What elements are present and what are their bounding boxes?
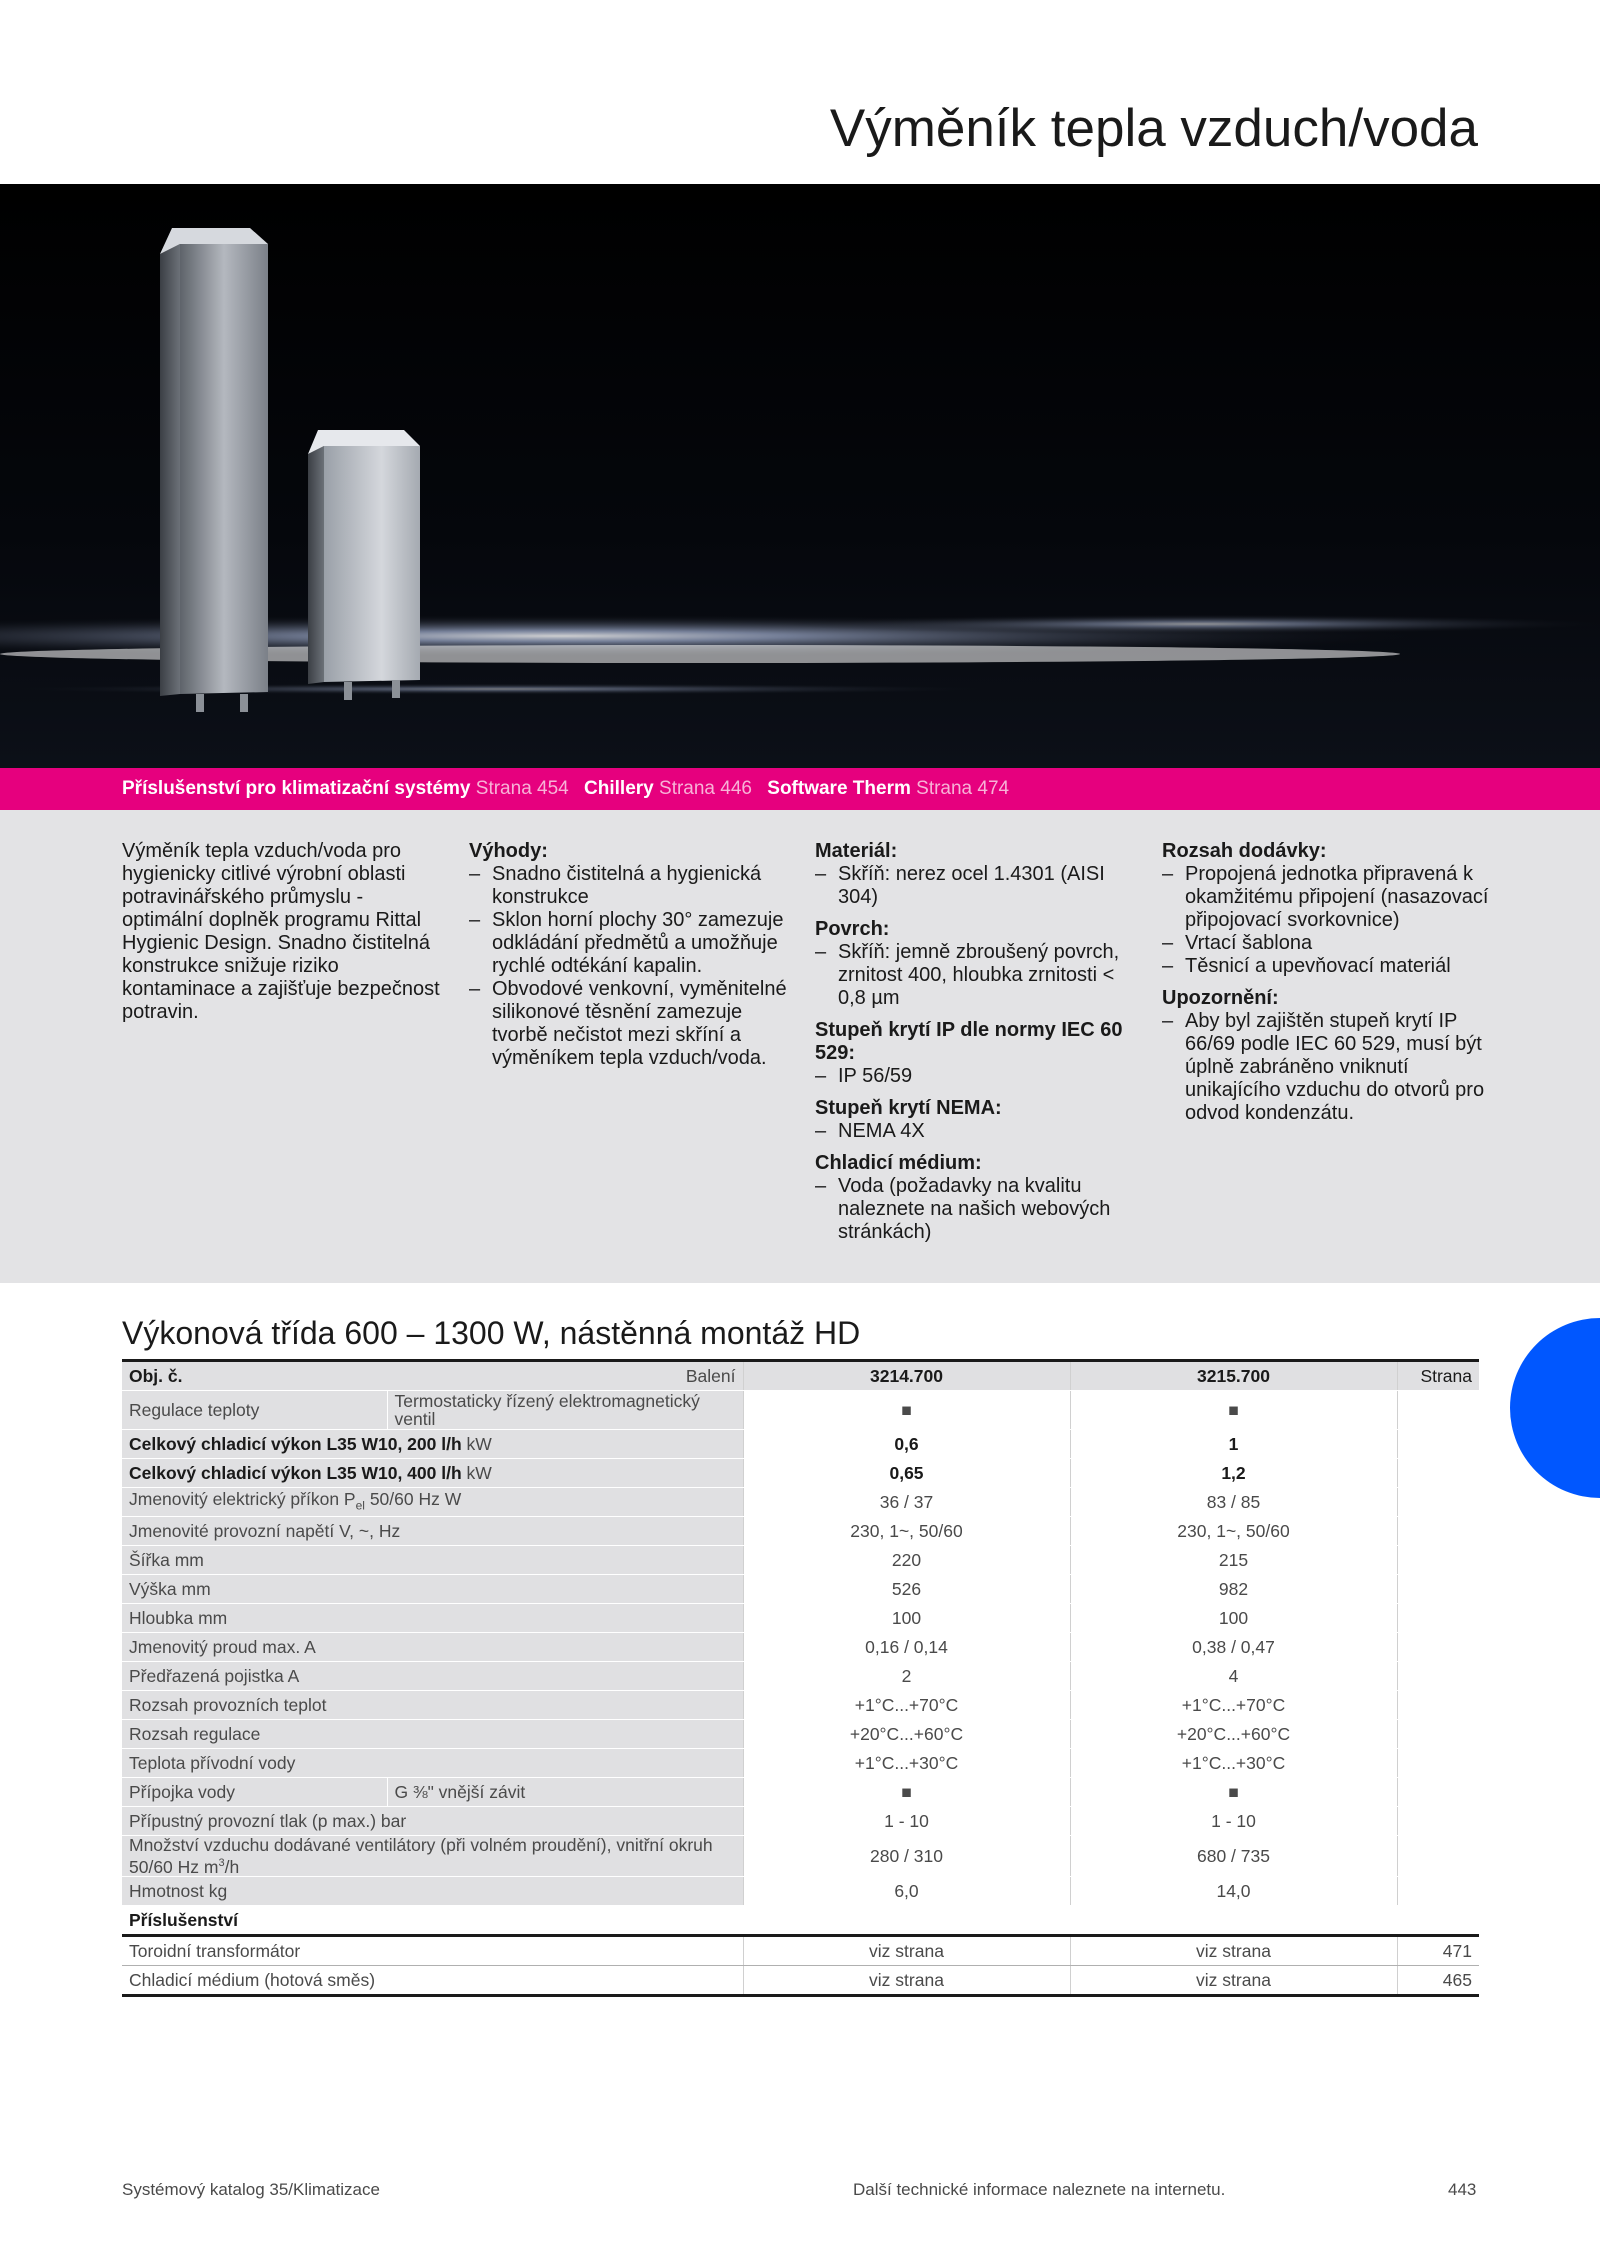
- link-accessories[interactable]: Příslušenství pro klimatizační systémy: [122, 778, 471, 799]
- delivery-column: [1162, 840, 1492, 1125]
- header-col1: 3214.700: [743, 1361, 1070, 1391]
- accessories-header: Příslušenství: [122, 1905, 1479, 1935]
- surface-item: – Skříň: jemně zbroušený povrch, zrnitost 400, hloubka zrnitosti < 0,8 µm: [815, 941, 1135, 1010]
- coolant-title: Chladicí médium:: [815, 1152, 982, 1174]
- nema-title: Stupeň krytí NEMA:: [815, 1097, 1002, 1119]
- table-row: Hloubka mm 100 100: [122, 1604, 1479, 1633]
- table-row: Regulace teploty Termostaticky řízený elektromagnetický ventil ■ ■: [122, 1391, 1479, 1430]
- table-row: Přípustný provozní tlak (p max.) bar 1 - 10 1 - 10: [122, 1807, 1479, 1836]
- footer-catalog: Systémový katalog 35/Klimatizace: [122, 2180, 380, 2199]
- link-software[interactable]: Software Therm: [767, 778, 911, 799]
- header-packaging: Balení: [653, 1361, 743, 1391]
- ref-software[interactable]: Strana 474: [916, 778, 1010, 799]
- table-row: Přípojka vody G ⅜" vnější závit ■ ■: [122, 1778, 1479, 1807]
- table-row: Jmenovité provozní napětí V, ~, Hz 230, 1~, 50/60 230, 1~, 50/60: [122, 1517, 1479, 1546]
- page-title: Výměník tepla vzduch/voda: [829, 99, 1478, 158]
- table-row: Jmenovitý elektrický příkon $P_{el}$ 50/60 Hz W 36 / 37 83 / 85: [122, 1488, 1479, 1517]
- link-chillers[interactable]: Chillery: [584, 778, 654, 799]
- footer-page-number: 443: [1448, 2180, 1477, 2199]
- note-item: – Aby byl zajištěn stupeň krytí IP 66/69 podle IEC 60 529, musí být úplně zabráněno vniknutí unikajícího vzduchu do otvorů pro odvod kondenzátu.: [1162, 1010, 1492, 1125]
- material-title: Materiál:: [815, 840, 898, 862]
- info-panel: [0, 810, 1600, 1283]
- table-row: Výška mm 526 982: [122, 1575, 1479, 1604]
- material-item: – Skříň: nerez ocel 1.4301 (AISI 304): [815, 863, 1135, 909]
- coolant-item: – Voda (požadavky na kvalitu naleznete na našich webových stránkách): [815, 1175, 1135, 1244]
- ref-chillers[interactable]: Strana 446: [659, 778, 752, 799]
- delivery-item: – Těsnicí a upevňovací materiál: [1162, 955, 1492, 978]
- spec-table: [122, 1359, 1479, 1997]
- header-order-no: Obj. č.: [122, 1361, 653, 1391]
- table-row: Šířka mm 220 215: [122, 1546, 1479, 1575]
- table-row: Rozsah regulace +20°C...+60°C +20°C...+60°C: [122, 1720, 1479, 1749]
- material-column: [815, 840, 1135, 1244]
- chapter-tab[interactable]: [1510, 1318, 1600, 1498]
- table-row: Množství vzduchu dodávané ventilátory (při volném proudění), vnitřní okruh 50/60 Hz $m^3/h$ 280 / 310 680 / 735: [122, 1836, 1479, 1877]
- table-row: Předřazená pojistka A 2 4: [122, 1662, 1479, 1691]
- table-row: Jmenovitý proud max. A 0,16 / 0,14 0,38 / 0,47: [122, 1633, 1479, 1662]
- section-title: Výkonová třída 600 – 1300 W, nástěnná montáž HD: [122, 1315, 861, 1351]
- nema-item: – NEMA 4X: [815, 1120, 1135, 1143]
- accessory-row: Toroidní transformátor viz strana viz strana 471: [122, 1935, 1479, 1965]
- product-photo: [0, 184, 1600, 768]
- delivery-title: Rozsah dodávky:: [1162, 840, 1327, 862]
- ip-item: – IP 56/59: [815, 1065, 1135, 1088]
- ip-title: Stupeň krytí IP dle normy IEC 60 529:: [815, 1019, 1123, 1064]
- header-page: Strana: [1397, 1361, 1479, 1391]
- table-header: [122, 1361, 1479, 1391]
- table-row: Rozsah provozních teplot +1°C...+70°C +1°C...+70°C: [122, 1691, 1479, 1720]
- note-title: Upozornění:: [1162, 987, 1279, 1009]
- intro-text: Výměník tepla vzduch/voda pro hygienicky citlivé výrobní oblasti potravinářského průmyslu - optimální doplněk programu Rittal Hygienic Design. Snadno čistitelná konstrukce snižuje riziko kontaminace a zajišťuje bezpečnost potravin.: [122, 840, 440, 1023]
- table-row: Celkový chladicí výkon L35 W10, 200 l/h kW 0,6 1: [122, 1430, 1479, 1459]
- advantage-item: – Sklon horní plochy 30° zamezuje odkládání předmětů a umožňuje rychlé odtékání kapalin.: [469, 909, 789, 978]
- accessory-row: Chladicí médium (hotová směs) viz strana viz strana 465: [122, 1965, 1479, 1995]
- advantages-column: [469, 840, 789, 1070]
- advantage-item: – Snadno čistitelná a hygienická konstrukce: [469, 863, 789, 909]
- advantages-title: Výhody:: [469, 840, 548, 862]
- surface-title: Povrch:: [815, 918, 890, 940]
- accessories-bar: [0, 768, 1600, 810]
- delivery-item: – Vrtací šablona: [1162, 932, 1492, 955]
- advantage-item: – Obvodové venkovní, vyměnitelné silikonové těsnění zamezuje tvorbě nečistot mezi skříní a výměníkem tepla vzduch/voda.: [469, 978, 789, 1070]
- table-row: Celkový chladicí výkon L35 W10, 400 l/h kW 0,65 1,2: [122, 1459, 1479, 1488]
- footer-info: Další technické informace naleznete na internetu.: [853, 2180, 1226, 2199]
- table-row: Teplota přívodní vody +1°C...+30°C +1°C...+30°C: [122, 1749, 1479, 1778]
- table-row: Hmotnost kg 6,0 14,0: [122, 1876, 1479, 1905]
- delivery-item: – Propojená jednotka připravená k okamžitému připojení (nasazovací připojovací svorkovnice): [1162, 863, 1492, 932]
- header-col2: 3215.700: [1070, 1361, 1397, 1391]
- ref-accessories[interactable]: Strana 454: [475, 778, 569, 799]
